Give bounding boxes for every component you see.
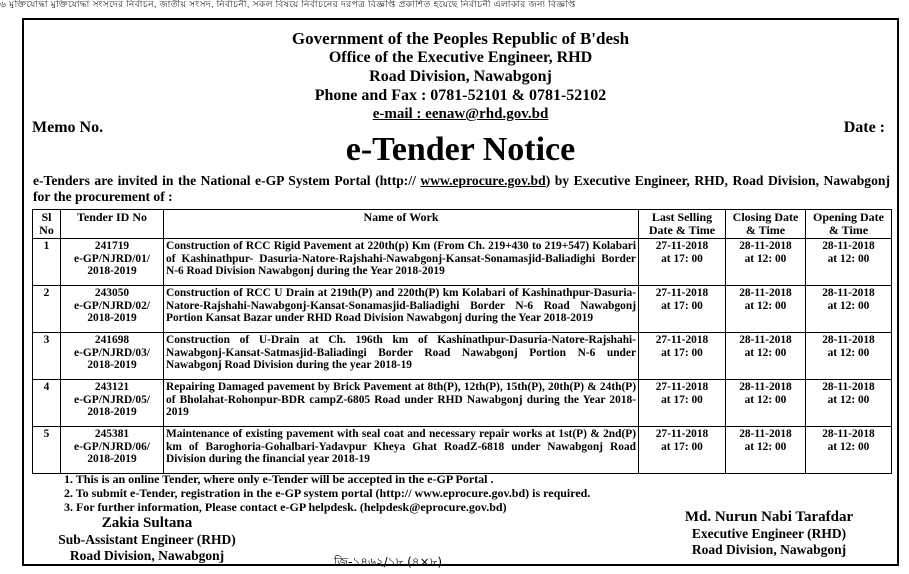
opening-date: 28-11-2018 [822,240,875,252]
row-closing [726,427,806,474]
last-selling-time: at 17: 00 [661,393,703,406]
row-sl: 2 [33,286,61,333]
row-sl: 5 [33,427,61,474]
note-item: 1. This is an online Tender, where only e-Tender will be accepted in the e-GP Portal . [64,472,494,486]
tender-id: 245381 [94,428,130,440]
intro-text-before: e-Tenders are invited in the National e-GP System Portal (http:// [33,173,421,188]
note-item: 2. To submit e-Tender, registration in the e-GP system portal (http:// www.eprocure.gov.bd) is required. [64,486,591,500]
tender-table [32,209,892,474]
signature-block-left [32,515,262,564]
row-work: Construction of U-Drain at Ch. 196th km of Kashinathpur-Dasuria-Natore-Rajshahi-Nawabgonj-Kansat-Satmasjid-Baliadingi Border Road Nawabgonj Portion N-6 under Nawabgonj Road Division during the year 2018-19 [164,333,639,380]
header-last-selling: Last Selling Date & Time [639,210,726,239]
portal-url: www.eprocure.gov.bd [420,173,546,188]
closing-date: 28-11-2018 [739,334,792,346]
notice-title: e-Tender Notice [345,131,576,168]
row-tender-id [61,333,164,380]
opening-time: at 12: 00 [827,440,870,453]
last-selling-time: at 17: 00 [661,346,703,359]
closing-time: at 12: 00 [744,252,787,265]
opening-date: 28-11-2018 [822,287,875,299]
row-opening [806,239,892,286]
row-last-selling [639,286,726,333]
signature-block-right [644,509,894,558]
header-closing: Closing Date & Time [726,210,806,239]
notes-list [64,472,864,514]
last-selling-time: at 17: 00 [661,440,703,453]
last-selling-time: at 17: 00 [661,252,703,265]
tender-id: 243050 [94,287,130,299]
last-selling-date: 27-11-2018 [655,381,709,393]
table-row [33,427,892,474]
tender-year: 2018-2019 [87,265,137,278]
signatory-name: Zakia Sultana [101,515,193,531]
row-work: Repairing Damaged pavement by Brick Pavement at 8th(P), 12th(P), 15th(P), 20th(P) & 24th(P) of Bholahat-Rohonpur-BDR campZ-6805 Road under RHD Nawabgonj during the Year 2018-2019 [164,380,639,427]
notice-header [24,29,897,124]
opening-time: at 12: 00 [827,393,870,406]
signatory-office: Road Division, Nawabgonj [691,542,847,557]
opening-time: at 12: 00 [827,299,870,312]
signatory-role: Sub-Assistant Engineer (RHD) [58,532,236,547]
last-selling-date: 27-11-2018 [655,287,709,299]
signatory-name: Md. Nurun Nabi Tarafdar [684,509,854,525]
closing-date: 28-11-2018 [739,240,792,252]
last-selling-date: 27-11-2018 [655,428,709,440]
tender-ref: e-GP/NJRD/05/ [74,393,150,406]
row-work: Construction of RCC Rigid Pavement at 220th(p) Km (From Ch. 219+430 to 219+547) Kolabari of Kashinathpur- Dasuria-Natore-Rajshahi-Nawabgonj-Kansat-Sonamasjid-Baliadighi Border N-6 Road Division Nawabgonj during the Year 2018-2019 [164,239,639,286]
last-selling-date: 27-11-2018 [655,240,709,252]
row-work: Maintenance of existing pavement with seal coat and necessary repair works at 1st(P) & 2nd(P) km of Baroghoria-Gohalbari-Yadavpur Kheya Ghat RoadZ-6818 under Nawabgonj Road Division during the financial year 2018-19 [164,427,639,474]
row-opening [806,286,892,333]
closing-date: 28-11-2018 [739,428,792,440]
row-sl: 3 [33,333,61,380]
table-row [33,239,892,286]
tender-notice-frame [22,18,899,569]
row-closing [726,239,806,286]
signatory-office: Road Division, Nawabgonj [69,548,225,563]
opening-date: 28-11-2018 [822,381,875,393]
closing-time: at 12: 00 [744,440,787,453]
division-name: Road Division, Nawabgonj [369,68,552,85]
header-tender-id: Tender ID No [61,210,164,239]
row-last-selling [639,427,726,474]
row-opening [806,427,892,474]
last-selling-date: 27-11-2018 [655,334,709,346]
table-row [33,286,892,333]
last-selling-time: at 17: 00 [661,299,703,312]
opening-time: at 12: 00 [827,252,870,265]
row-last-selling [639,333,726,380]
opening-date: 28-11-2018 [822,428,875,440]
tender-ref: e-GP/NJRD/01/ [74,252,150,265]
tender-ref: e-GP/NJRD/06/ [74,440,150,453]
phone-fax: Phone and Fax : 0781-52101 & 0781-52102 [314,87,607,104]
closing-date: 28-11-2018 [739,381,792,393]
row-closing [726,286,806,333]
closing-time: at 12: 00 [744,346,787,359]
date-label: Date : [843,119,885,136]
tender-ref: e-GP/NJRD/02/ [74,299,150,312]
government-name: Government of the Peoples Republic of B'desh [291,29,630,48]
tender-year: 2018-2019 [87,312,137,325]
intro-text-after: ) by Executive Engineer, RHD, Road Division, Nawabgonj for the procurement of : [33,173,890,204]
row-last-selling [639,239,726,286]
email-address: e-mail : eenaw@rhd.gov.bd [372,106,549,122]
tender-year: 2018-2019 [87,359,137,372]
note-item: 3. For further information, Please contact e-GP helpdesk. (helpdesk@eprocure.gov.bd) [64,500,507,514]
row-tender-id [61,380,164,427]
row-opening [806,333,892,380]
office-name: Office of the Executive Engineer, RHD [328,49,593,66]
closing-time: at 12: 00 [744,393,787,406]
newspaper-top-strip: ৬ মুক্তিযোদ্ধা মুক্তিযোদ্ধা সংসদের নির্বাচন, জাতীয় সংসদ, নির্বাচনী, সকল বিষয়ে নির্বাচনের দরপত্র বিজ্ঞপ্তি প্রকাশিত হয়েছে নির্বাচনী এলাকার জন্য বিজ্ঞপ্তি [0,0,576,8]
row-closing [726,333,806,380]
row-sl: 1 [33,239,61,286]
intro-paragraph [33,173,890,205]
tender-id: 241698 [94,334,130,346]
tender-id: 243121 [94,381,130,393]
memo-number-label: Memo No. [32,119,104,136]
header-sl: Sl No [33,210,61,239]
row-opening [806,380,892,427]
row-last-selling [639,380,726,427]
row-work: Construction of RCC U Drain at 219th(P) and 220th(P) km Kolabari of Kashinathpur-Dasuria-Natore-Rajshahi-Nawabgonj-Kansat-Sonamasjid-Baliadighi Border N-6 Road Nawabgonj Portion Kansat Bazar under RHD Road Division Nawabgonj during the Year 2018-2019 [164,286,639,333]
table-row [33,380,892,427]
closing-time: at 12: 00 [744,299,787,312]
gd-code: জি-১৪৬২/১৮ (৪×৮) [334,555,443,569]
row-sl: 4 [33,380,61,427]
table-header-row [33,210,892,239]
opening-date: 28-11-2018 [822,334,875,346]
row-tender-id [61,427,164,474]
signatory-role: Executive Engineer (RHD) [691,526,847,541]
tender-year: 2018-2019 [87,453,137,466]
row-tender-id [61,239,164,286]
table-row [33,333,892,380]
row-tender-id [61,286,164,333]
tender-ref: e-GP/NJRD/03/ [74,346,150,359]
header-name-of-work: Name of Work [164,210,639,239]
header-opening: Opening Date & Time [806,210,892,239]
row-closing [726,380,806,427]
tender-id: 241719 [94,240,130,252]
opening-time: at 12: 00 [827,346,870,359]
tender-year: 2018-2019 [87,406,137,419]
closing-date: 28-11-2018 [739,287,792,299]
